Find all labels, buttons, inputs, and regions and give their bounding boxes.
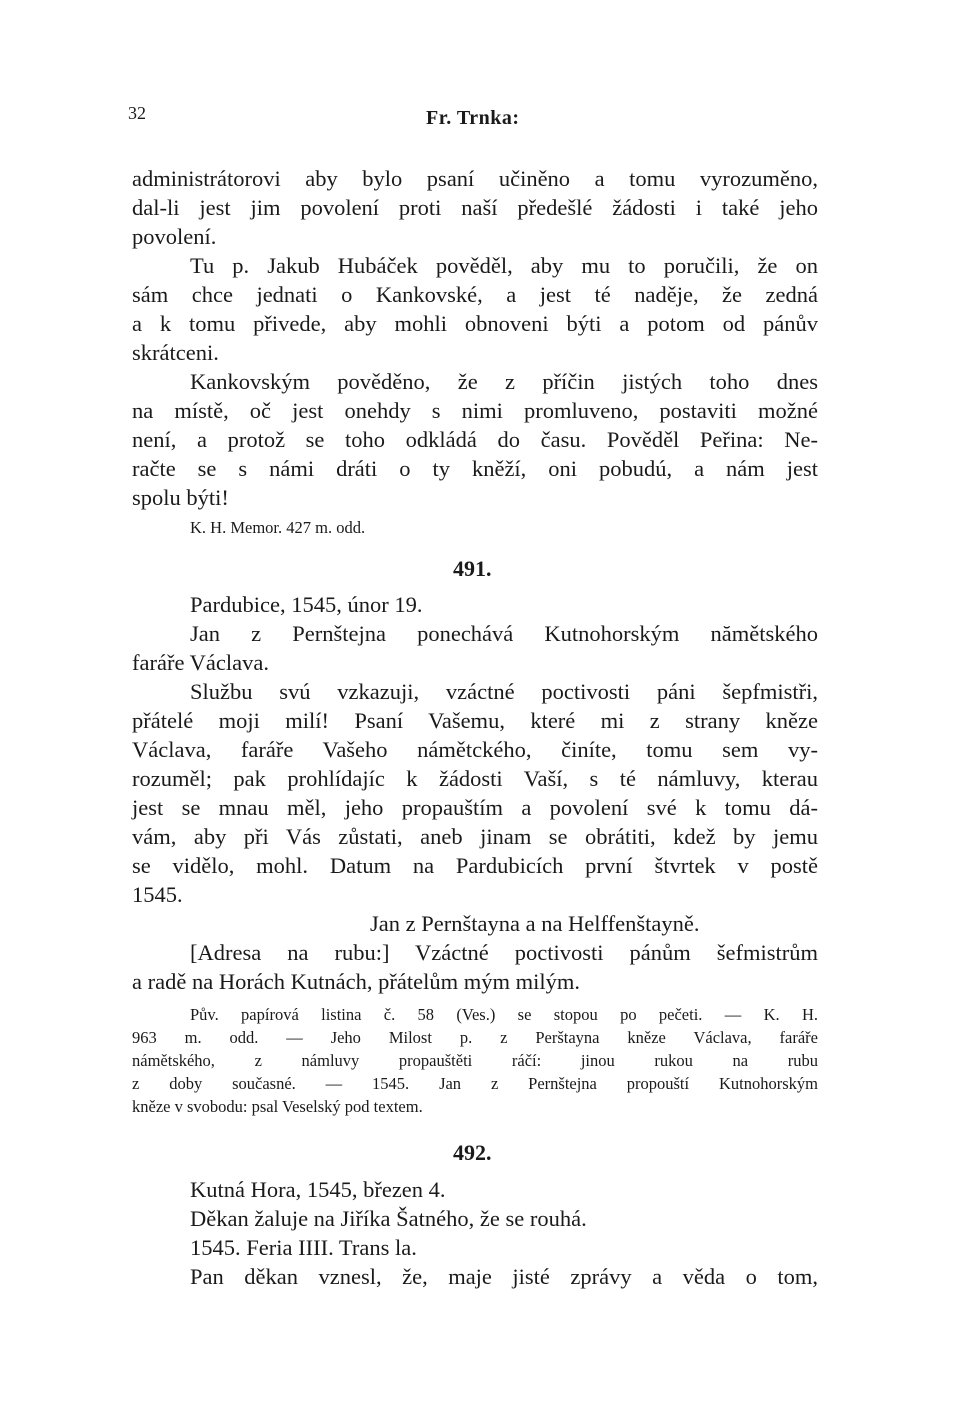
source-reference: K. H. Memor. 427 m. odd. [190, 518, 366, 537]
text-line: není, a protož se toho odkládá do času. Pověděl Peřina: Ne- [132, 427, 818, 452]
letter-line: 1545. [132, 882, 183, 907]
document-number: 492. [453, 1140, 492, 1165]
text-line: povolení. [132, 224, 217, 249]
letter-line: jest se mnau měl, jeho propauštím a povolení své k tomu dá- [132, 795, 818, 820]
text-line: skrátceni. [132, 340, 219, 365]
place-date: Pardubice, 1545, únor 19. [190, 592, 423, 617]
text-line: administrátorovi aby bylo psaní učiněno a tomu vyrozuměno, [132, 166, 818, 191]
document-number: 491. [453, 556, 492, 581]
summary-line: Děkan žaluje na Jiříka Šatného, že se rouhá. [190, 1206, 587, 1231]
page-number: 32 [128, 103, 146, 123]
letter-line: Službu svú vzkazuji, vzáctné poctivosti páni šepfmistři, [190, 679, 818, 704]
archival-note-line: kněze v svobodu: psal Veselský pod textem. [132, 1097, 423, 1116]
text-line: račte se s námi dráti o ty kněží, oni pobudú, a nám jest [132, 456, 818, 481]
address-line: [Adresa na rubu:] Vzáctné poctivosti pánům šefmistrům [190, 940, 818, 965]
text-line: Kankovským pověděno, že z příčin jistých toho dnes [190, 369, 818, 394]
signature: Jan z Pernštayna a na Helffenštayně. [370, 911, 700, 936]
archival-note-line: z doby současné. — 1545. Jan z Pernštejna propouští Kutnohorským [132, 1074, 818, 1093]
place-date: Kutná Hora, 1545, březen 4. [190, 1177, 446, 1202]
letter-line: přátelé moji milí! Psaní Vašemu, které mi z strany kněze [132, 708, 818, 733]
text-line: spolu býti! [132, 485, 229, 510]
text-line: Pan děkan vznesl, že, maje jisté zprávy a věda o tom, [190, 1264, 818, 1289]
letter-line: vám, aby při Vás zůstati, aneb jinam se obrátiti, kdež by jemu [132, 824, 818, 849]
text-line: sám chce jednati o Kankovské, a jest té naděje, že zedná [132, 282, 818, 307]
date-line: 1545. Feria IIII. Trans la. [190, 1235, 417, 1260]
summary-line: Jan z Pernštejna ponechává Kutnohorským nămětského [190, 621, 818, 646]
text-line: a k tomu přivede, aby mohli obnoveni býti a potom od pánův [132, 311, 818, 336]
text-line: na místě, oč jest onehdy s nimi promluveno, postaviti možné [132, 398, 818, 423]
text-line: Tu p. Jakub Hubáček pověděl, aby mu to poručili, že on [190, 253, 818, 278]
summary-line: faráře Václava. [132, 650, 269, 675]
letter-line: se vidělo, mohl. Datum na Pardubicích první štvrtek v postě [132, 853, 818, 878]
text-line: dal-li jest jim povolení proti naší předešlé žádosti i také jeho [132, 195, 818, 220]
archival-note-line: Pův. papírová listina č. 58 (Ves.) se stopou po pečeti. — K. H. [190, 1005, 818, 1024]
address-line: a radě na Horách Kutnách, přátelům mým milým. [132, 969, 580, 994]
archival-note-line: námětského, z námluvy propauštěti ráčí: jinou rukou na rubu [132, 1051, 818, 1070]
running-title: Fr. Trnka: [426, 107, 520, 129]
archival-note-line: 963 m. odd. — Jeho Milost p. z Perštayna kněze Václava, faráře [132, 1028, 818, 1047]
letter-line: rozuměl; pak prohlídajíc k žádosti Vaší, s té námluvy, kterau [132, 766, 818, 791]
letter-line: Václava, faráře Vašeho námětckého, činíte, tomu sem vy- [132, 737, 818, 762]
